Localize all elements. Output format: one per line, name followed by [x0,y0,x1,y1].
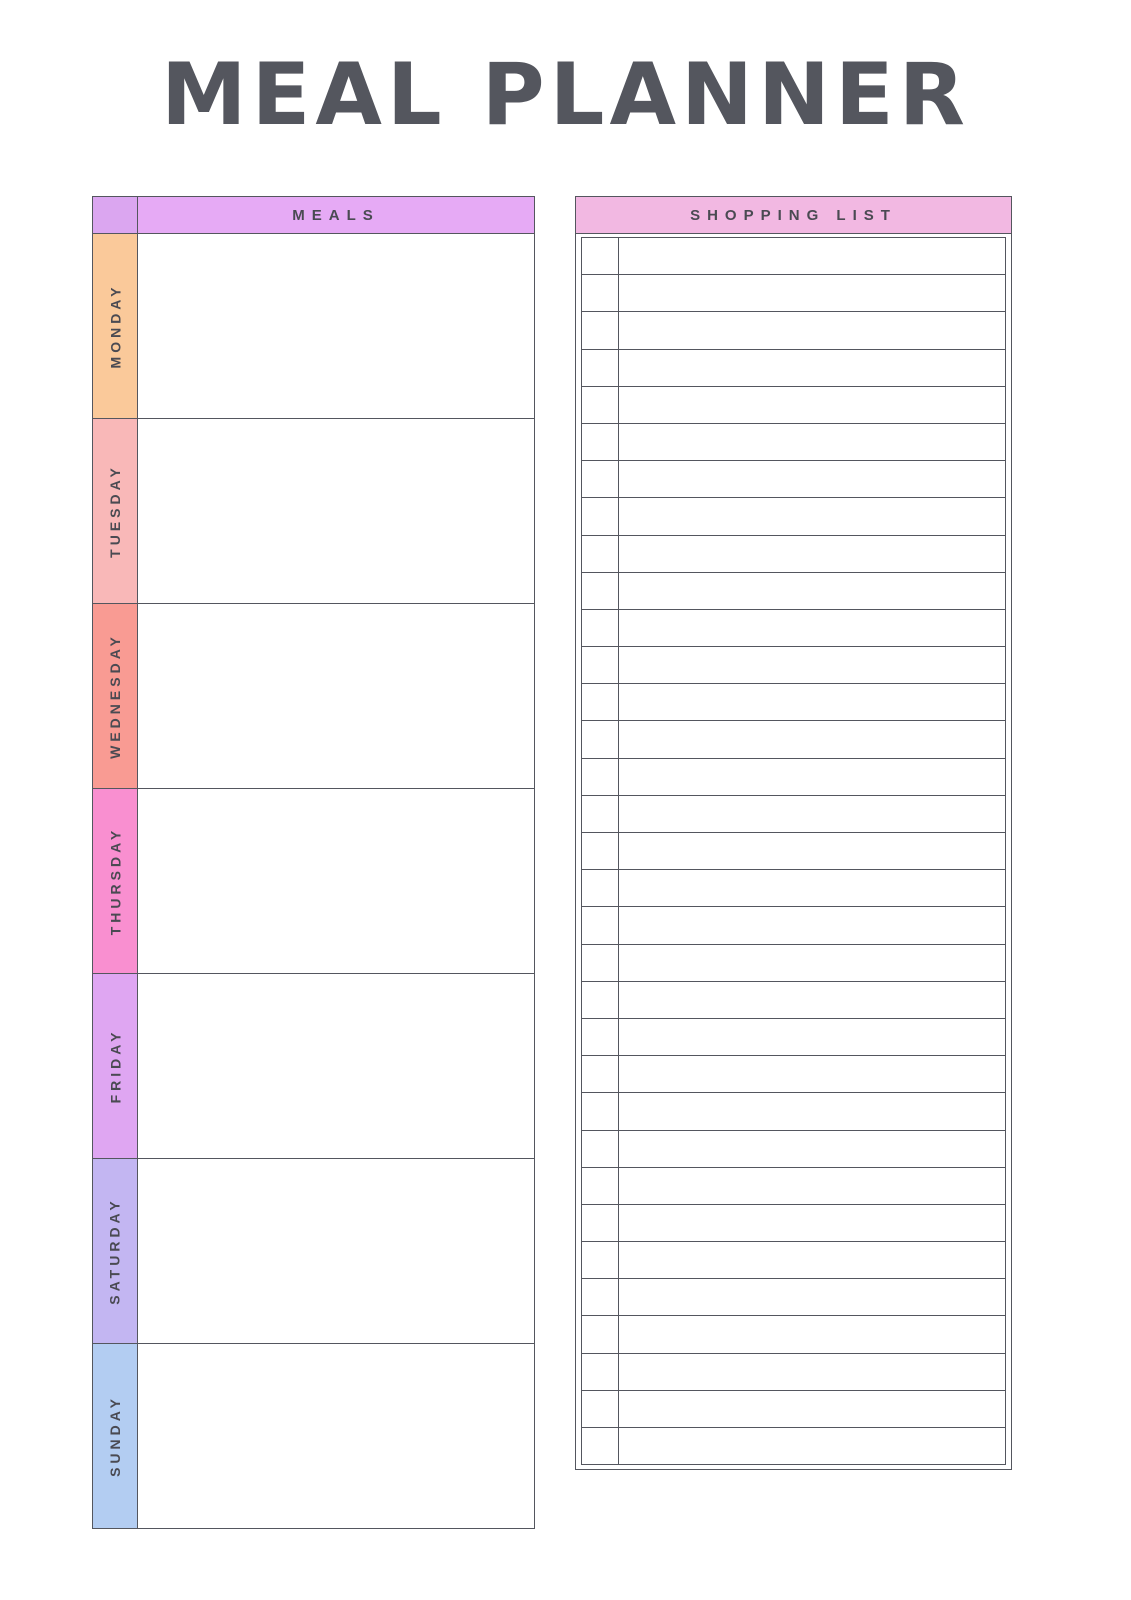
meals-header-row [92,196,535,234]
meal-input-monday[interactable] [138,233,535,419]
checkbox[interactable] [581,1167,619,1205]
shopping-item-input[interactable] [619,1204,1006,1242]
day-label-thursday [92,788,138,974]
table-row [92,1158,535,1344]
shopping-item-input[interactable] [619,1427,1006,1465]
list-item [581,311,1006,349]
checkbox[interactable] [581,981,619,1019]
day-label-friday [92,973,138,1159]
list-item [581,1315,1006,1353]
list-item [581,1130,1006,1168]
checkbox[interactable] [581,1055,619,1093]
list-item [581,460,1006,498]
table-row [92,1343,535,1529]
list-item [581,1092,1006,1130]
page-title: MEAL PLANNER [161,45,970,145]
list-item [581,646,1006,684]
shopping-item-input[interactable] [619,832,1006,870]
list-item [581,1018,1006,1056]
checkbox[interactable] [581,646,619,684]
checkbox[interactable] [581,795,619,833]
list-item [581,497,1006,535]
list-item [581,795,1006,833]
shopping-item-input[interactable] [619,609,1006,647]
shopping-item-input[interactable] [619,720,1006,758]
list-item [581,683,1006,721]
shopping-item-input[interactable] [619,237,1006,275]
list-item [581,274,1006,312]
meals-header-label: MEALS [138,196,535,234]
table-row [92,973,535,1159]
list-item [581,535,1006,573]
shopping-item-input[interactable] [619,1092,1006,1130]
shopping-item-input[interactable] [619,646,1006,684]
checkbox[interactable] [581,869,619,907]
list-item [581,237,1006,275]
shopping-item-input[interactable] [619,1018,1006,1056]
meals-header-corner [92,196,138,234]
list-item [581,906,1006,944]
checkbox[interactable] [581,497,619,535]
meal-input-sunday[interactable] [138,1343,535,1529]
shopping-item-input[interactable] [619,274,1006,312]
meals-section [92,196,535,1529]
list-item [581,386,1006,424]
list-item [581,1353,1006,1391]
planner-content [92,196,1012,1529]
checkbox[interactable] [581,1278,619,1316]
shopping-item-input[interactable] [619,1130,1006,1168]
table-row [92,788,535,974]
checkbox[interactable] [581,906,619,944]
shopping-item-input[interactable] [619,869,1006,907]
shopping-item-input[interactable] [619,497,1006,535]
shopping-list-section [575,196,1012,1529]
day-label-text: TUESDAY [107,464,123,558]
list-item [581,1427,1006,1465]
list-item [581,1390,1006,1428]
checkbox[interactable] [581,944,619,982]
checkbox[interactable] [581,1204,619,1242]
list-item [581,944,1006,982]
shopping-item-input[interactable] [619,906,1006,944]
checkbox[interactable] [581,683,619,721]
checkbox[interactable] [581,460,619,498]
shopping-item-input[interactable] [619,1055,1006,1093]
checkbox[interactable] [581,1092,619,1130]
checkbox[interactable] [581,1018,619,1056]
table-row [92,603,535,789]
day-label-text: FRIDAY [107,1028,124,1104]
day-label-text: SUNDAY [107,1395,123,1477]
checkbox[interactable] [581,758,619,796]
checkbox[interactable] [581,274,619,312]
list-item [581,1278,1006,1316]
day-label-text: SATURDAY [107,1197,123,1305]
shopping-item-input[interactable] [619,386,1006,424]
day-label-sunday [92,1343,138,1529]
day-label-text: MONDAY [107,283,123,369]
day-label-text: THURSDAY [107,826,123,936]
list-item [581,1204,1006,1242]
checkbox[interactable] [581,572,619,610]
shopping-item-input[interactable] [619,460,1006,498]
meal-input-wednesday[interactable] [138,603,535,789]
checkbox[interactable] [581,349,619,387]
day-label-tuesday [92,418,138,604]
shopping-item-input[interactable] [619,1315,1006,1353]
shopping-list-header: SHOPPING LIST [575,196,1012,234]
checkbox[interactable] [581,423,619,461]
meal-input-saturday[interactable] [138,1158,535,1344]
checkbox[interactable] [581,1241,619,1279]
shopping-item-input[interactable] [619,349,1006,387]
checkbox[interactable] [581,1353,619,1391]
list-item [581,609,1006,647]
checkbox[interactable] [581,832,619,870]
list-item [581,832,1006,870]
shopping-item-input[interactable] [619,758,1006,796]
meal-input-thursday[interactable] [138,788,535,974]
checkbox[interactable] [581,237,619,275]
checkbox[interactable] [581,609,619,647]
list-item [581,758,1006,796]
shopping-item-input[interactable] [619,1241,1006,1279]
checkbox[interactable] [581,1130,619,1168]
shopping-item-input[interactable] [619,311,1006,349]
shopping-item-input[interactable] [619,683,1006,721]
shopping-item-input[interactable] [619,1167,1006,1205]
shopping-item-input[interactable] [619,944,1006,982]
list-item [581,572,1006,610]
checkbox[interactable] [581,1427,619,1465]
list-item [581,1241,1006,1279]
day-label-text: WEDNESDAY [107,633,124,759]
table-row [92,233,535,419]
shopping-item-input[interactable] [619,1390,1006,1428]
day-label-monday [92,233,138,419]
checkbox[interactable] [581,1315,619,1353]
day-label-saturday [92,1158,138,1344]
shopping-item-input[interactable] [619,981,1006,1019]
checkbox[interactable] [581,535,619,573]
list-item [581,349,1006,387]
list-item [581,869,1006,907]
shopping-list-rows [575,234,1012,1470]
shopping-item-input[interactable] [619,423,1006,461]
checkbox[interactable] [581,386,619,424]
table-row [92,418,535,604]
checkbox[interactable] [581,720,619,758]
list-item [581,1055,1006,1093]
list-item [581,981,1006,1019]
checkbox[interactable] [581,1390,619,1428]
checkbox[interactable] [581,311,619,349]
shopping-item-input[interactable] [619,572,1006,610]
list-item [581,423,1006,461]
shopping-item-input[interactable] [619,535,1006,573]
shopping-item-input[interactable] [619,1278,1006,1316]
day-label-wednesday [92,603,138,789]
meal-input-friday[interactable] [138,973,535,1159]
shopping-item-input[interactable] [619,1353,1006,1391]
meal-input-tuesday[interactable] [138,418,535,604]
list-item [581,1167,1006,1205]
shopping-item-input[interactable] [619,795,1006,833]
list-item [581,720,1006,758]
